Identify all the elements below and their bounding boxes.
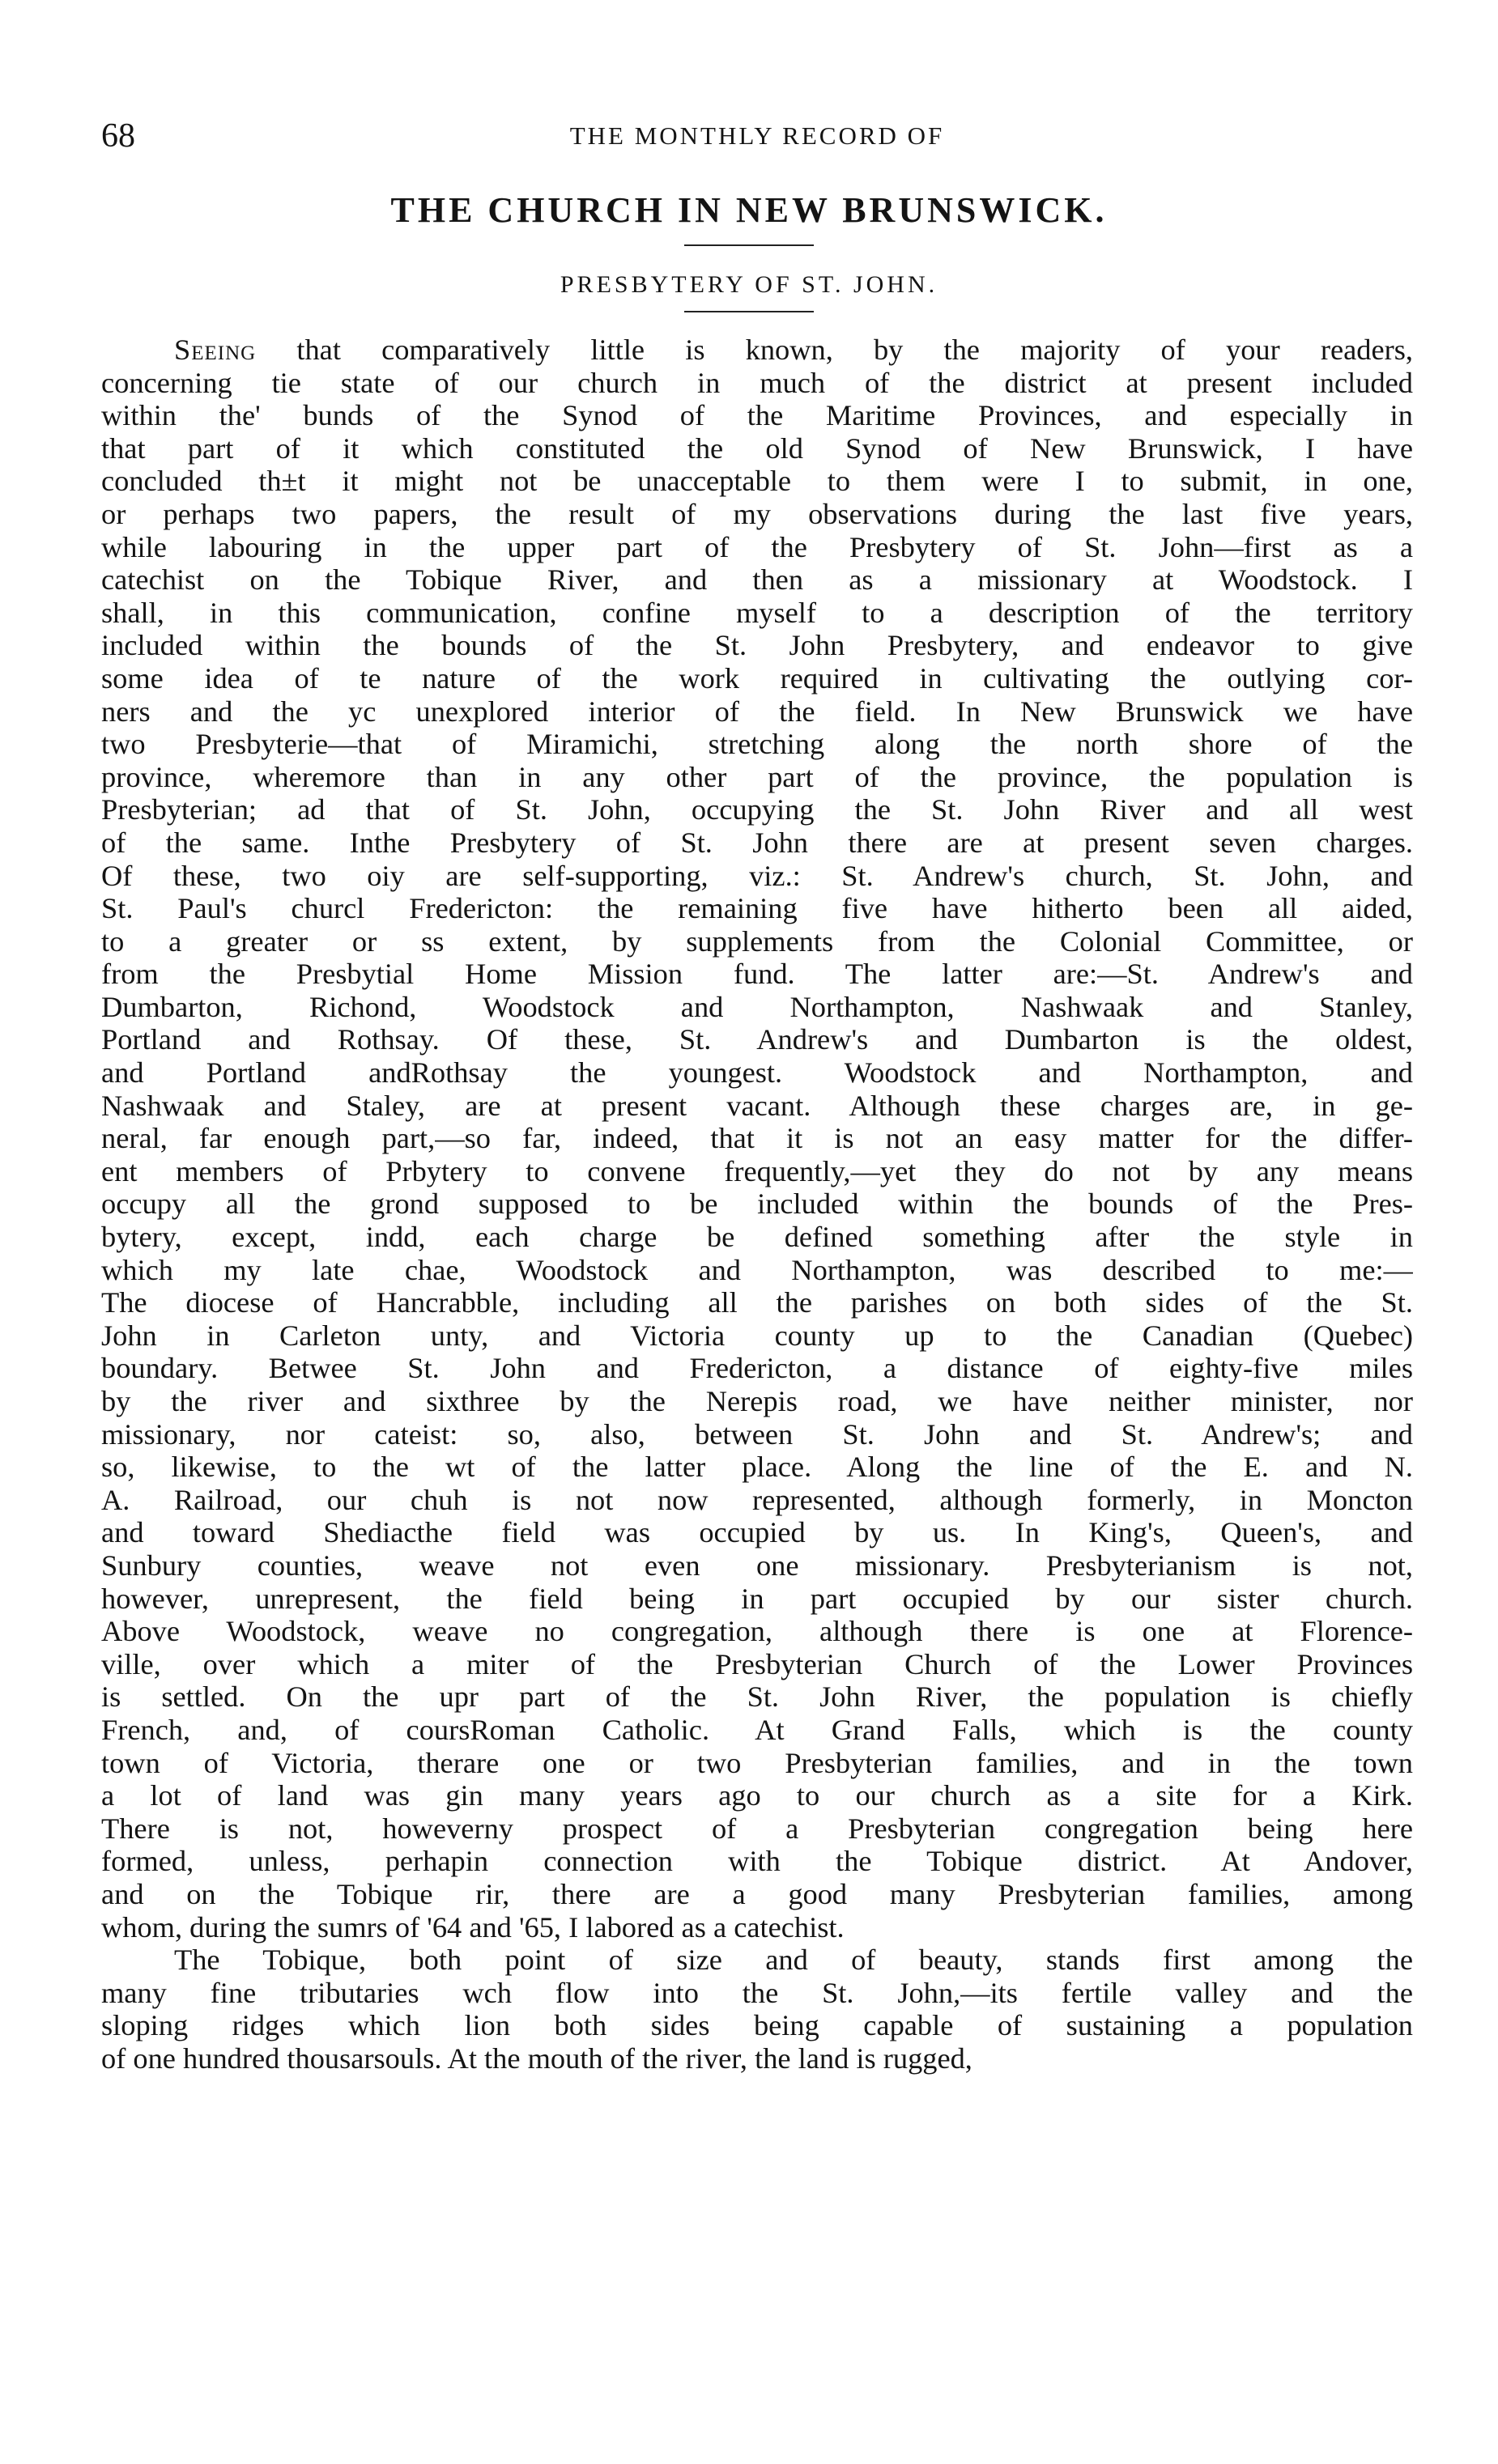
text-line bbox=[101, 1714, 1413, 1747]
line-text: formed, unless, perhapin connection with the Tobique district. At Andover, bbox=[101, 1845, 1413, 1878]
journal-title: THE MONTHLY RECORD OF bbox=[569, 121, 945, 150]
article-title: THE CHURCH IN NEW BRUNSWICK. bbox=[390, 190, 1108, 230]
line-text: that comparatively little is known, by the majority of your readers, bbox=[256, 333, 1413, 366]
line-text: many fine tributaries wch flow into the St. John,—its fertile valley and the bbox=[101, 1976, 1413, 2009]
line-text: Dumbarton, Richond, Woodstock and Northampton, Nashwaak and Stanley, bbox=[101, 990, 1413, 1023]
text-line bbox=[101, 399, 1413, 432]
text-line bbox=[101, 1549, 1413, 1582]
line-text: There is not, howeverny prospect of a Presbyterian congregation being here bbox=[101, 1812, 1413, 1845]
text-line bbox=[101, 991, 1413, 1024]
line-text: some idea of te nature of the work required in cultivating the outlying cor- bbox=[101, 661, 1413, 695]
text-line bbox=[101, 1911, 1413, 1944]
line-text: St. Paul's churcl Fredericton: the remaining five have hitherto been all aided, bbox=[101, 892, 1413, 925]
text-line bbox=[101, 761, 1413, 794]
text-line bbox=[101, 1944, 1413, 1977]
text-line bbox=[101, 1286, 1413, 1319]
text-line bbox=[101, 1977, 1413, 2010]
line-text: within the' bunds of the Synod of the Maritime Provinces, and especially in bbox=[101, 399, 1413, 432]
line-text: while labouring in the upper part of the Presbytery of St. John—first as a bbox=[101, 530, 1413, 563]
text-line bbox=[101, 1319, 1413, 1353]
text-line bbox=[101, 498, 1413, 531]
line-text: town of Victoria, therare one or two Presbyterian families, and in the town bbox=[101, 1746, 1413, 1779]
text-line bbox=[101, 465, 1413, 498]
text-line bbox=[101, 1155, 1413, 1188]
line-text: whom, during the sumrs of '64 and '65, I labored as a catechist. bbox=[101, 1910, 845, 1944]
line-text: Presbyterian; ad that of St. John, occupying the St. John River and all west bbox=[101, 793, 1413, 826]
line-text: and Portland andRothsay the youngest. Woodstock and Northampton, and bbox=[101, 1056, 1413, 1090]
text-line bbox=[101, 1615, 1413, 1648]
text-line bbox=[101, 892, 1413, 925]
text-line bbox=[101, 333, 1413, 367]
line-text: or perhaps two papers, the result of my observations during the last five years, bbox=[101, 497, 1413, 530]
text-line bbox=[101, 1352, 1413, 1385]
text-line bbox=[101, 1023, 1413, 1056]
line-text: sloping ridges which lion both sides being capable of sustaining a population bbox=[101, 2009, 1413, 2042]
text-line bbox=[101, 1122, 1413, 1155]
line-text: Portland and Rothsay. Of these, St. Andrew's and Dumbarton is the oldest, bbox=[101, 1023, 1413, 1056]
text-line bbox=[101, 958, 1413, 991]
line-text: ville, over which a miter of the Presbyterian Church of the Lower Provinces bbox=[101, 1647, 1413, 1680]
text-line bbox=[101, 1845, 1413, 1878]
line-text: and on the Tobique rir, there are a good many Presbyterian families, among bbox=[101, 1877, 1413, 1910]
text-line bbox=[101, 1418, 1413, 1451]
line-text: concerning tie state of our church in much of the district at present included bbox=[101, 366, 1413, 399]
text-line bbox=[101, 1812, 1413, 1846]
line-text: concluded th±t it might not be unacceptable to them were I to submit, in one, bbox=[101, 465, 1413, 498]
text-line bbox=[101, 2042, 1413, 2075]
running-head bbox=[101, 113, 1413, 159]
text-line bbox=[101, 629, 1413, 662]
text-line bbox=[101, 793, 1413, 826]
line-text: is settled. On the upr part of the St. John River, the population is chiefly bbox=[101, 1680, 1413, 1714]
line-text: province, wheremore than in any other part of the province, the population is bbox=[101, 760, 1413, 793]
line-text: and toward Shediacthe field was occupied by us. In King's, Queen's, and bbox=[101, 1516, 1413, 1549]
text-line bbox=[101, 1747, 1413, 1780]
text-line bbox=[101, 1516, 1413, 1549]
line-text: The diocese of Hancrabble, including all the parishes on both sides of the St. bbox=[101, 1286, 1413, 1319]
text-line bbox=[101, 1779, 1413, 1812]
text-line bbox=[101, 1451, 1413, 1484]
text-line bbox=[101, 1056, 1413, 1090]
line-text: The Tobique, both point of size and of beauty, stands first among the bbox=[174, 1944, 1413, 1977]
line-text: missionary, nor cateist: so, also, between St. John and St. Andrew's; and bbox=[101, 1417, 1413, 1451]
text-line bbox=[101, 563, 1413, 597]
text-line bbox=[101, 1385, 1413, 1418]
text-line bbox=[101, 662, 1413, 695]
line-text: however, unrepresent, the field being in part occupied by our sister church. bbox=[101, 1582, 1413, 1615]
paragraph bbox=[101, 1944, 1413, 2075]
text-line bbox=[101, 1878, 1413, 1911]
text-line bbox=[101, 2009, 1413, 2042]
line-text: ners and the yc unexplored interior of the field. In New Brunswick we have bbox=[101, 695, 1413, 728]
text-line bbox=[101, 1221, 1413, 1254]
line-text: from the Presbytial Home Mission fund. The latter are:—St. Andrew's and bbox=[101, 958, 1413, 991]
text-line bbox=[101, 531, 1413, 564]
section-rule bbox=[684, 311, 814, 312]
article-body bbox=[101, 333, 1413, 2075]
line-text: a lot of land was gin many years ago to our church as a site for a Kirk. bbox=[101, 1779, 1413, 1812]
line-text: Of these, two oiy are self-supporting, viz.: St. Andrew's church, St. John, and bbox=[101, 859, 1413, 892]
line-text: so, likewise, to the wt of the latter place. Along the line of the E. and N. bbox=[101, 1451, 1413, 1484]
line-text: ent members of Prbytery to convene frequently,—yet they do not by any means bbox=[101, 1154, 1413, 1187]
line-text: by the river and sixthree by the Nerepis road, we have neither minister, nor bbox=[101, 1385, 1413, 1417]
line-text: Sunbury counties, weave not even one missionary. Presbyterianism is not, bbox=[101, 1548, 1413, 1582]
text-line bbox=[101, 728, 1413, 761]
text-line bbox=[101, 1582, 1413, 1616]
title-rule bbox=[684, 244, 814, 246]
text-line bbox=[101, 1648, 1413, 1681]
line-text: Above Woodstock, weave no congregation, although there is one at Florence- bbox=[101, 1615, 1413, 1648]
text-line bbox=[101, 367, 1413, 400]
text-line bbox=[101, 695, 1413, 729]
text-line bbox=[101, 1090, 1413, 1123]
text-line bbox=[101, 1680, 1413, 1714]
line-text: that part of it which constituted the old Synod of New Brunswick, I have bbox=[101, 431, 1413, 465]
line-text: A. Railroad, our chuh is not now represented, although formerly, in Moncton bbox=[101, 1483, 1413, 1516]
line-text: boundary. Betwee St. John and Fredericton, a distance of eighty-five miles bbox=[101, 1352, 1413, 1385]
line-text: which my late chae, Woodstock and Northampton, was described to me:— bbox=[101, 1253, 1413, 1286]
paragraph bbox=[101, 333, 1413, 1944]
line-text: occupy all the grond supposed to be included within the bounds of the Pres- bbox=[101, 1187, 1413, 1221]
text-line bbox=[101, 597, 1413, 630]
text-line bbox=[101, 925, 1413, 958]
text-line bbox=[101, 1484, 1413, 1517]
page-number: 68 bbox=[101, 117, 135, 155]
line-text: John in Carleton unty, and Victoria county up to the Canadian (Quebec) bbox=[101, 1319, 1413, 1352]
line-text: shall, in this communication, confine myself to a description of the territory bbox=[101, 596, 1413, 629]
section-heading: PRESBYTERY OF ST. JOHN. bbox=[560, 271, 938, 298]
text-line bbox=[101, 432, 1413, 465]
line-text: neral, far enough part,—so far, indeed, that it is not an easy matter for the differ- bbox=[101, 1122, 1413, 1155]
lead-word: Seeing bbox=[174, 333, 257, 366]
text-line bbox=[101, 826, 1413, 860]
text-line bbox=[101, 860, 1413, 893]
line-text: two Presbyterie—that of Miramichi, stretching along the north shore of the bbox=[101, 728, 1413, 761]
line-text: to a greater or ss extent, by supplements from the Colonial Committee, or bbox=[101, 924, 1413, 958]
line-text: of the same. Inthe Presbytery of St. John there are at present seven charges. bbox=[101, 826, 1413, 859]
line-text: Nashwaak and Staley, are at present vacant. Although these charges are, in ge- bbox=[101, 1089, 1413, 1122]
line-text: of one hundred thousarsouls. At the mouth of the river, the land is rugged, bbox=[101, 2041, 972, 2075]
text-line bbox=[101, 1254, 1413, 1287]
line-text: included within the bounds of the St. John Presbytery, and endeavor to give bbox=[101, 629, 1413, 662]
line-text: bytery, except, indd, each charge be defined something after the style in bbox=[101, 1221, 1413, 1254]
line-text: catechist on the Tobique River, and then as a missionary at Woodstock. I bbox=[101, 563, 1413, 597]
text-line bbox=[101, 1187, 1413, 1221]
line-text: French, and, of coursRoman Catholic. At Grand Falls, which is the county bbox=[101, 1713, 1413, 1746]
